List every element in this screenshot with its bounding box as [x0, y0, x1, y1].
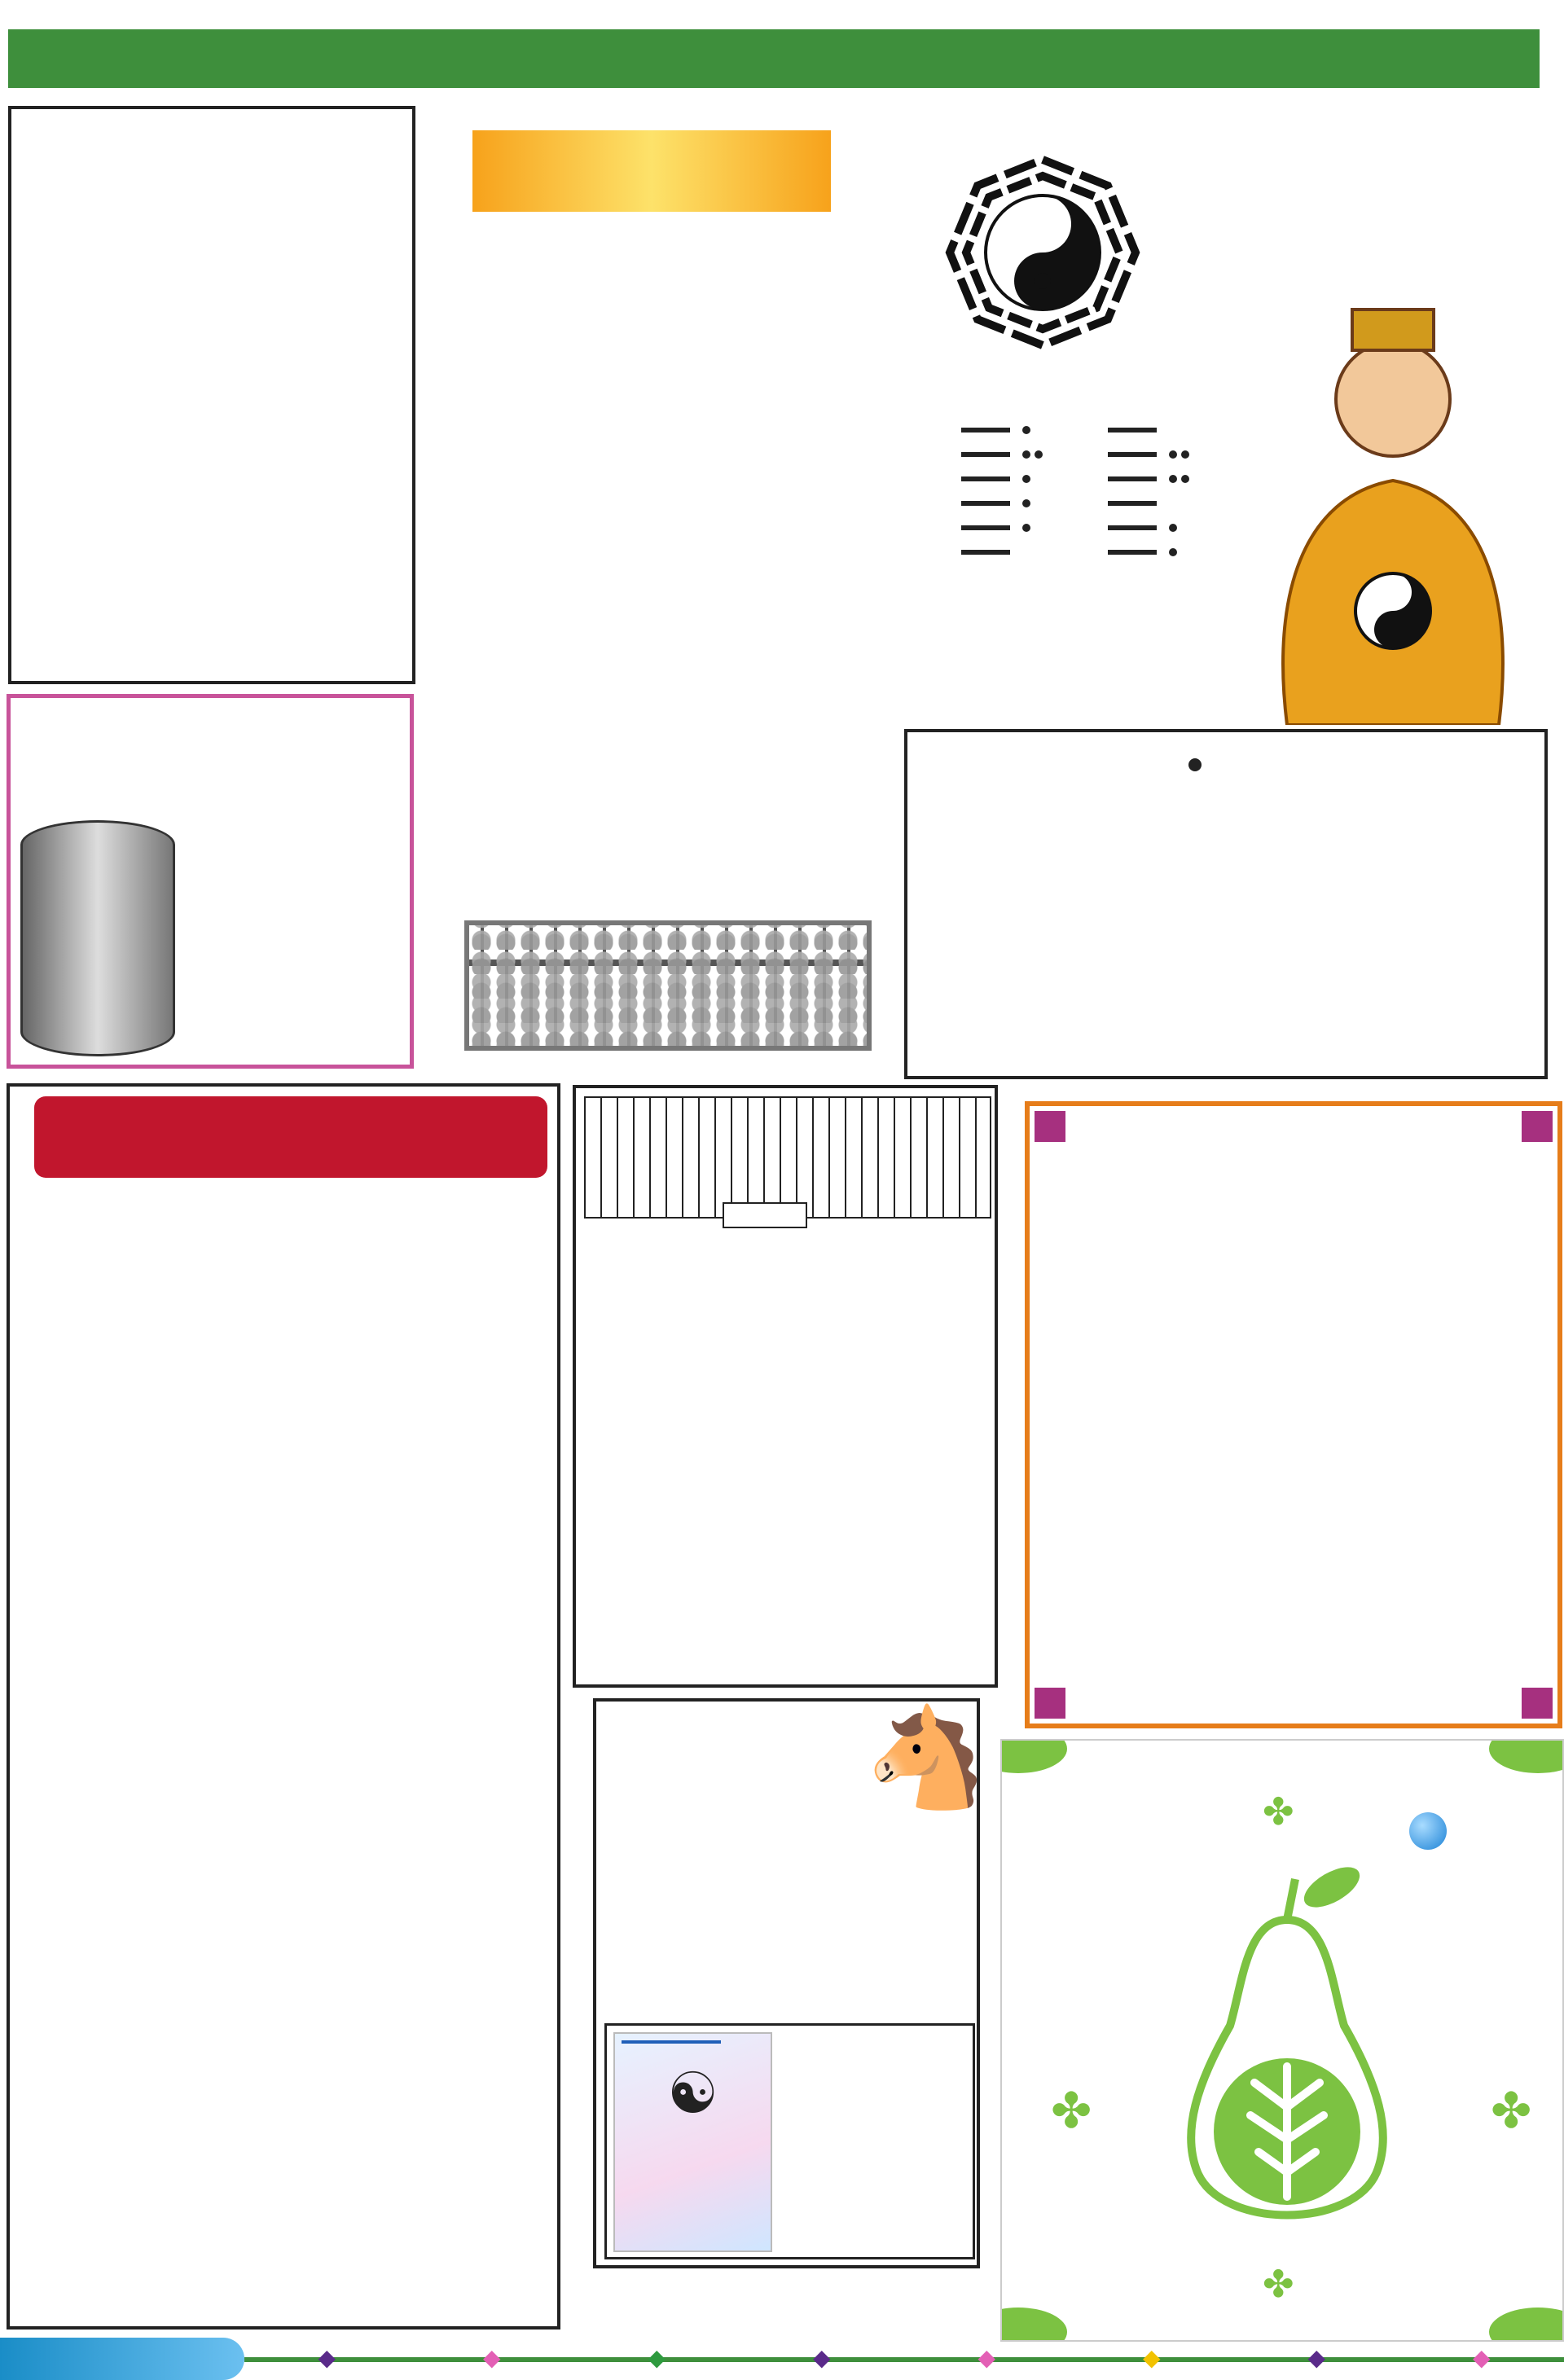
- analysis-panel: [904, 729, 1548, 1079]
- book-title: [622, 2040, 721, 2044]
- diamond-icon: ◆: [1307, 2344, 1326, 2371]
- gods-list: [32, 881, 170, 1044]
- horse-head-icon: 🐴: [865, 1702, 987, 1815]
- analysis-dot: [1188, 758, 1202, 771]
- zodiac-table-title: [34, 1096, 547, 1178]
- nine-palace-panel: [7, 694, 414, 1069]
- clover-icon: ✤: [1491, 2083, 1532, 2140]
- diamond-icon: ◆: [1472, 2344, 1491, 2371]
- zodiac-table-panel: [7, 1083, 560, 2330]
- puzzle-corner-br: [1522, 1688, 1553, 1719]
- leaf-corner-bl: [1000, 2308, 1067, 2342]
- blue-ball-icon: [1409, 1812, 1447, 1850]
- kill-zodiac-title: [584, 1096, 991, 1219]
- hexagram-lines: [961, 419, 1206, 582]
- book-yin-yang-icon: ☯: [667, 2060, 718, 2127]
- taoist-figure-icon: [1254, 252, 1531, 725]
- puzzle-corner-tl: [1035, 1111, 1065, 1142]
- diamond-icon: ◆: [1142, 2344, 1161, 2371]
- header-title: [0, 0, 1564, 65]
- clover-icon: ✤: [1051, 2083, 1092, 2140]
- footer-diamonds: [244, 2344, 1564, 2377]
- horse-banner: [472, 130, 831, 212]
- leaf-corner-tl: [1000, 1739, 1067, 1773]
- puzzle-corner-tr: [1522, 1111, 1553, 1142]
- footer-site-badge: [0, 2338, 244, 2380]
- kill-zodiac-author: [723, 1202, 807, 1228]
- leaf-corner-tr: [1489, 1739, 1564, 1773]
- diamond-icon: ◆: [482, 2344, 501, 2371]
- leaf-corner-br: [1489, 2308, 1564, 2342]
- puzzle-panel: [1025, 1101, 1562, 1728]
- diamond-icon: ◆: [648, 2344, 666, 2371]
- diamond-icon: ◆: [978, 2344, 996, 2371]
- kill-zodiac-panel: [573, 1085, 998, 1688]
- footer-bar: [0, 2338, 1564, 2380]
- ad-panel: [593, 1698, 987, 2268]
- horse-secret-panel: [456, 122, 880, 709]
- abacus-panel: [456, 721, 880, 1071]
- pear-icon: [1165, 1863, 1409, 2246]
- bagua-panel: [912, 90, 1556, 709]
- puzzle-corner-bl: [1035, 1688, 1065, 1719]
- abacus-icon: [464, 920, 872, 1051]
- clover-icon: ✤: [1263, 1789, 1294, 1833]
- ad-book-box: [604, 2023, 975, 2259]
- diamond-icon: ◆: [318, 2344, 336, 2371]
- five-gates-panel: [1000, 1739, 1564, 2342]
- poem-box: [8, 106, 415, 684]
- book-cover: [613, 2032, 772, 2252]
- diamond-icon: ◆: [812, 2344, 831, 2371]
- clover-icon: ✤: [1263, 2262, 1294, 2306]
- bagua-icon: [945, 155, 1140, 350]
